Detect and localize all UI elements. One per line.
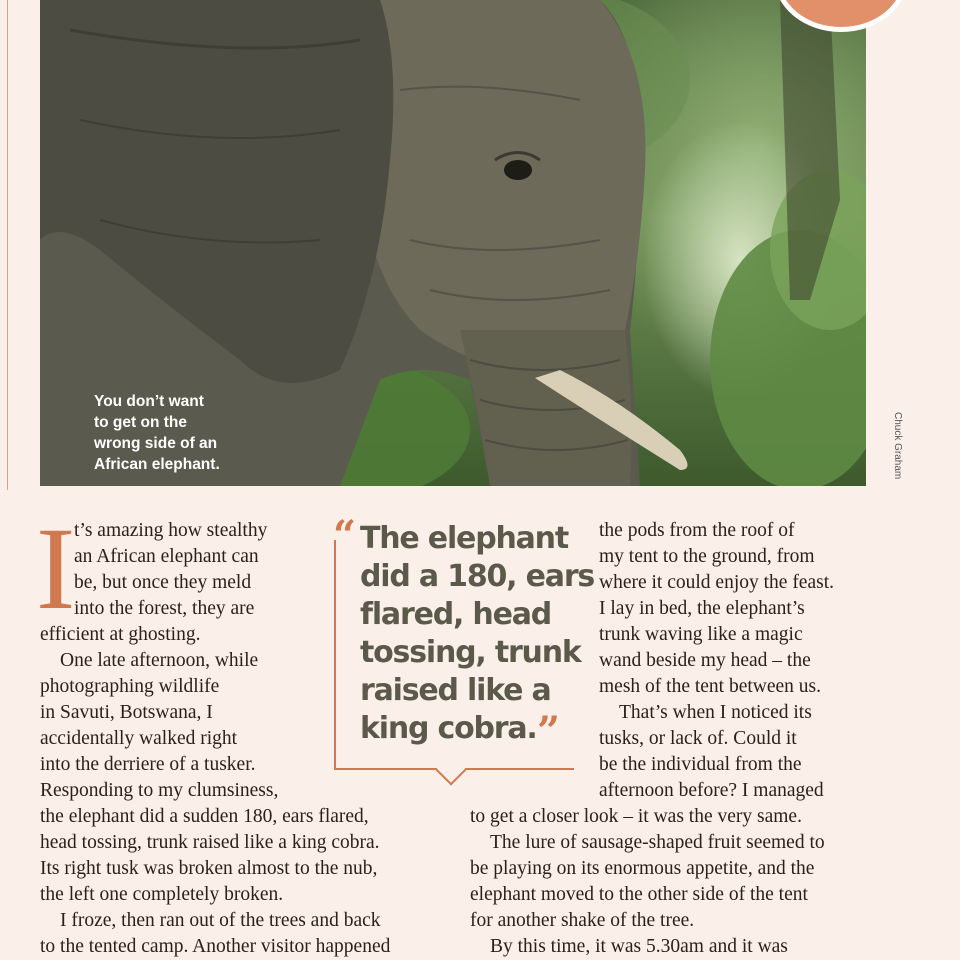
body-line: mesh of the tent between us. [599, 676, 822, 697]
drop-cap: I [36, 503, 76, 634]
body-line: The lure of sausage-shaped fruit seemed to [490, 832, 825, 853]
open-quote-mark: “ [333, 512, 357, 559]
body-line: elephant moved to the other side of the tent [470, 884, 808, 905]
caption-line: African elephant. [94, 456, 220, 473]
body-line: I lay in bed, the elephant’s [599, 598, 805, 619]
body-line: to get a closer look – it was the very same. [470, 806, 802, 827]
caption-line: to get on the [94, 414, 187, 431]
body-line: into the derriere of a tusker. [40, 754, 256, 775]
body-line: my tent to the ground, from [599, 546, 815, 567]
pullquote-line: did a 180, ears [360, 559, 595, 594]
caption-line: You don’t want [94, 393, 204, 410]
body-line: accidentally walked right [40, 728, 238, 749]
body-line: the elephant did a sudden 180, ears flared, [40, 806, 369, 827]
body-line: in Savuti, Botswana, I [40, 702, 213, 723]
page-margin-rule [7, 0, 8, 490]
close-quote-mark: ” [537, 708, 561, 755]
body-line: That’s when I noticed its [619, 702, 812, 723]
body-line: By this time, it was 5.30am and it was [490, 936, 788, 957]
body-line: for another shake of the tree. [470, 910, 695, 931]
body-line: afternoon before? I managed [599, 780, 824, 801]
body-line: an African elephant can [74, 546, 259, 567]
photo-credit: Chuck Graham [892, 412, 903, 480]
pullquote-line: flared, head [360, 597, 552, 632]
pullquote-line: raised like a [360, 673, 551, 708]
body-line: to the tented camp. Another visitor happened [40, 936, 391, 957]
body-line: I froze, then ran out of the trees and back [60, 910, 381, 931]
body-line: trunk waving like a magic [599, 624, 803, 645]
pullquote-line: king cobra. [360, 711, 537, 746]
body-line: photographing wildlife [40, 676, 220, 697]
body-line: One late afternoon, while [60, 650, 259, 671]
elephant-photo [40, 0, 866, 486]
body-line: be playing on its enormous appetite, and the [470, 858, 815, 879]
body-line: efficient at ghosting. [40, 624, 201, 645]
body-line: be the individual from the [599, 754, 802, 775]
body-line: the left one completely broken. [40, 884, 284, 905]
body-line: wand beside my head – the [599, 650, 811, 671]
body-line: the pods from the roof of [599, 520, 795, 541]
body-line: Its right tusk was broken almost to the nub, [40, 858, 378, 879]
body-line: t’s amazing how stealthy [74, 520, 268, 541]
body-line: tusks, or lack of. Could it [599, 728, 797, 749]
pullquote-line: The elephant [360, 521, 568, 556]
body-line: Responding to my clumsiness, [40, 780, 279, 801]
body-line: into the forest, they are [74, 598, 255, 619]
photo-caption [94, 391, 274, 475]
caption-line: wrong side of an [94, 435, 218, 452]
pullquote-line: tossing, trunk [360, 635, 581, 670]
body-line: where it could enjoy the feast. [599, 572, 834, 593]
body-line: be, but once they meld [74, 572, 252, 593]
body-line: head tossing, trunk raised like a king cobra. [40, 832, 380, 853]
pullquote [360, 520, 600, 748]
